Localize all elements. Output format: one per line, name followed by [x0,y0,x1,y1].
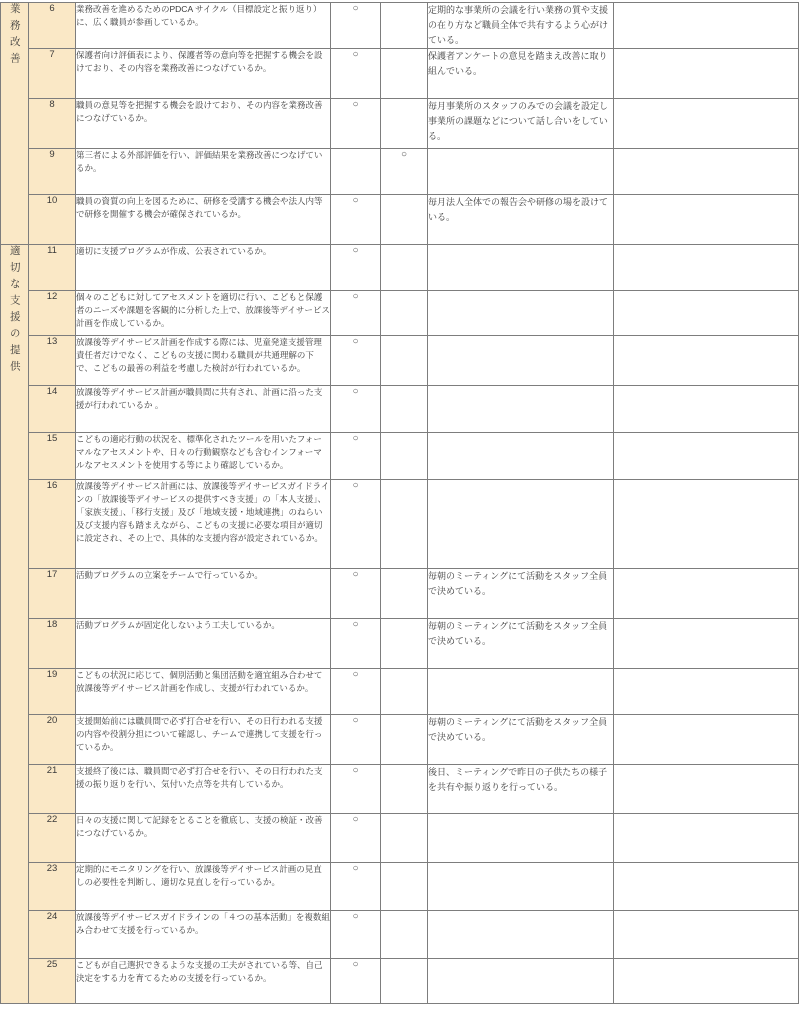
mark-no-cell [381,195,428,245]
empty-cell [614,433,799,480]
row-number-cell: 23 [29,863,76,911]
circle-mark: ○ [352,336,359,347]
row-number-cell: 21 [29,765,76,814]
mark-yes-cell [331,715,381,765]
circle-mark: ○ [352,433,359,444]
empty-cell [614,669,799,715]
empty-cell [614,336,799,386]
table-row [1,149,799,195]
question-text-cell: 支援開始前には職員間で必ず打合せを行い、その日行われる支援の内容や役割分担について確認し、チームで連携して支援を行っているか。 [76,715,331,765]
circle-mark: ○ [352,49,359,60]
question-text-cell: こどもが自己選択できるような支援の工夫がされている等、自己決定をする力を育てるための支援を行っているか。 [76,959,331,1004]
comment-cell: 後日、ミーティングで昨日の子供たちの様子を共有や振り返りを行っている。 [428,765,614,814]
circle-mark: ○ [352,715,359,726]
row-number-cell: 13 [29,336,76,386]
circle-mark: ○ [400,149,408,160]
row-number-cell: 7 [29,49,76,99]
mark-yes-cell [331,433,381,480]
mark-no-cell [381,480,428,569]
empty-cell [614,195,799,245]
question-text-cell: 放課後等デイサービスガイドラインの「４つの基本活動」を複数組み合わせて支援を行っているか。 [76,911,331,959]
table-row [1,619,799,669]
empty-cell [614,245,799,291]
circle-mark: ○ [352,386,359,397]
empty-cell [614,99,799,149]
empty-cell [614,814,799,863]
category-label: 適切な支援の提供 [8,245,21,377]
empty-cell [614,49,799,99]
row-number-cell: 6 [29,3,76,49]
comment-cell [428,669,614,715]
table-row [1,386,799,433]
mark-no-cell [381,863,428,911]
comment-cell: 毎朝のミーティングにて活動をスタッフ全員で決めている。 [428,715,614,765]
mark-no-cell [381,99,428,149]
mark-yes-cell [331,336,381,386]
table-row [1,569,799,619]
mark-yes-cell [331,669,381,715]
empty-cell [614,291,799,336]
circle-mark: ○ [352,195,359,206]
mark-no-cell [381,291,428,336]
circle-mark: ○ [352,959,359,970]
mark-yes-cell [331,149,381,195]
row-number-cell: 17 [29,569,76,619]
comment-cell [428,336,614,386]
category-cell [1,245,29,1004]
circle-mark: ○ [352,911,359,922]
empty-cell [614,3,799,49]
mark-yes-cell [331,569,381,619]
table-row [1,433,799,480]
row-number-cell: 22 [29,814,76,863]
mark-yes-cell [331,386,381,433]
question-text-cell: こどもの状況に応じて、個別活動と集団活動を適宜組み合わせて放課後等デイサービス計画を作成し、支援が行われているか。 [76,669,331,715]
category-cell [1,3,29,245]
mark-yes-cell [331,911,381,959]
circle-mark: ○ [352,619,359,630]
circle-mark: ○ [352,99,359,110]
question-text-cell: 適切に支援プログラムが作成、公表されているか。 [76,245,331,291]
comment-cell: 保護者アンケートの意見を踏まえ改善に取り組んでいる。 [428,49,614,99]
empty-cell [614,149,799,195]
empty-cell [614,386,799,433]
empty-cell [614,569,799,619]
mark-no-cell [381,569,428,619]
circle-mark: ○ [352,765,359,776]
row-number-cell: 12 [29,291,76,336]
table-row [1,480,799,569]
mark-yes-cell [331,195,381,245]
question-text-cell: 放課後等デイサービス計画が職員間に共有され、計画に沿った支援が行われているか 。 [76,386,331,433]
circle-mark: ○ [352,669,359,680]
mark-yes-cell [331,480,381,569]
question-text-cell: 保護者向け評価表により、保護者等の意向等を把握する機会を設けており、その内容を業務改善につなげているか。 [76,49,331,99]
question-text-cell: 第三者による外部評価を行い、評価結果を業務改善につなげているか。 [76,149,331,195]
question-text-cell: 職員の資質の向上を図るために、研修を受講する機会や法人内等で研修を開催する機会が確保されているか。 [76,195,331,245]
comment-cell: 毎月事業所のスタッフのみでの会議を設定し事業所の課題などについて話し合いをしている。 [428,99,614,149]
table-row [1,863,799,911]
row-number-cell: 10 [29,195,76,245]
empty-cell [614,863,799,911]
table-row [1,814,799,863]
mark-yes-cell [331,99,381,149]
table-row [1,765,799,814]
comment-cell [428,814,614,863]
question-text-cell: 個々のこどもに対してアセスメントを適切に行い、こどもと保護者のニーズや課題を客観的に分析した上で、放課後等デイサービス計画を作成しているか。 [76,291,331,336]
question-text-cell: 定期的にモニタリングを行い、放課後等デイサービス計画の見直しの必要性を判断し、適切な見直しを行っているか。 [76,863,331,911]
mark-no-cell [381,619,428,669]
mark-no-cell [381,715,428,765]
comment-cell [428,149,614,195]
circle-mark: ○ [352,480,359,491]
question-text-cell: 活動プログラムが固定化しないよう工夫しているか。 [76,619,331,669]
question-text-cell: 放課後等デイサービス計画を作成する際には、児童発達支援管理責任者だけでなく、こどもの支援に関わる職員が共通理解の下で、こどもの最善の利益を考慮した検討が行われているか。 [76,336,331,386]
comment-cell: 毎月法人全体での報告会や研修の場を設けている。 [428,195,614,245]
mark-no-cell [381,245,428,291]
table-row [1,336,799,386]
mark-no-cell [381,765,428,814]
table-row [1,959,799,1004]
category-label: 業務改善 [8,3,21,69]
row-number-cell: 19 [29,669,76,715]
mark-yes-cell [331,619,381,669]
comment-cell: 毎朝のミーティングにて活動をスタッフ全員で決めている。 [428,619,614,669]
question-text-cell: こどもの適応行動の状況を、標準化されたツールを用いたフォーマルなアセスメントや、日々の行動観察なども含むインフォーマルなアセスメントを使用する等により確認しているか。 [76,433,331,480]
empty-cell [614,715,799,765]
comment-cell [428,863,614,911]
row-number-cell: 16 [29,480,76,569]
empty-cell [614,911,799,959]
row-number-cell: 24 [29,911,76,959]
question-text-cell: 職員の意見等を把握する機会を設けており、その内容を業務改善につなげているか。 [76,99,331,149]
table-row [1,715,799,765]
mark-yes-cell [331,49,381,99]
comment-cell [428,433,614,480]
table-row [1,3,799,49]
circle-mark: ○ [352,814,359,825]
comment-cell [428,245,614,291]
table-row [1,195,799,245]
mark-no-cell [381,911,428,959]
mark-yes-cell [331,959,381,1004]
circle-mark: ○ [352,863,359,874]
row-number-cell: 11 [29,245,76,291]
comment-cell [428,480,614,569]
comment-cell: 定期的な事業所の会議を行い業務の質や支援の在り方など職員全体で共有するよう心がけている。 [428,3,614,49]
mark-no-cell [381,336,428,386]
row-number-cell: 9 [29,149,76,195]
mark-no-cell [381,49,428,99]
row-number-cell: 14 [29,386,76,433]
table-row [1,99,799,149]
mark-no-cell [381,386,428,433]
row-number-cell: 15 [29,433,76,480]
row-number-cell: 20 [29,715,76,765]
circle-mark: ○ [352,569,359,580]
row-number-cell: 8 [29,99,76,149]
empty-cell [614,619,799,669]
question-text-cell: 日々の支援に関して記録をとることを徹底し、支援の検証・改善につなげているか。 [76,814,331,863]
table-row [1,245,799,291]
question-text-cell: 放課後等デイサービス計画には、放課後等デイサービスガイドラインの「放課後等デイサービスの提供すべき支援」の「本人支援」、「家族支援」、「移行支援」及び「地域支援・地域連携」のねらい及び支援内容も踏まえながら、こどもの支援に必要な項目が適切に設定され、その上で、具体的な支援内容が設定されているか。 [76,480,331,569]
circle-mark: ○ [352,245,359,256]
mark-yes-cell [331,245,381,291]
row-number-cell: 18 [29,619,76,669]
empty-cell [614,959,799,1004]
comment-cell: 毎朝のミーティングにて活動をスタッフ全員で決めている。 [428,569,614,619]
circle-mark: ○ [352,291,359,302]
mark-yes-cell [331,765,381,814]
table-row [1,291,799,336]
table-row [1,49,799,99]
comment-cell [428,959,614,1004]
mark-no-cell [381,669,428,715]
table-row [1,669,799,715]
comment-cell [428,386,614,433]
mark-yes-cell [331,863,381,911]
mark-no-cell [381,3,428,49]
row-number-cell: 25 [29,959,76,1004]
question-text-cell: 活動プログラムの立案をチームで行っているか。 [76,569,331,619]
mark-no-cell [381,149,428,195]
empty-cell [614,480,799,569]
mark-yes-cell [331,291,381,336]
mark-no-cell [381,433,428,480]
evaluation-table [0,2,799,1004]
question-text-cell: 支援終了後には、職員間で必ず打合せを行い、その日行われた支援の振り返りを行い、気付いた点等を共有しているか。 [76,765,331,814]
question-text-cell: 業務改善を進めるためのPDCA サイクル（目標設定と振り返り）に、広く職員が参画しているか。 [76,3,331,49]
mark-no-cell [381,959,428,1004]
empty-cell [614,765,799,814]
comment-cell [428,291,614,336]
circle-mark: ○ [352,3,359,14]
mark-no-cell [381,814,428,863]
evaluation-table-body [1,3,799,1004]
table-row [1,911,799,959]
comment-cell [428,911,614,959]
mark-yes-cell [331,814,381,863]
mark-yes-cell [331,3,381,49]
